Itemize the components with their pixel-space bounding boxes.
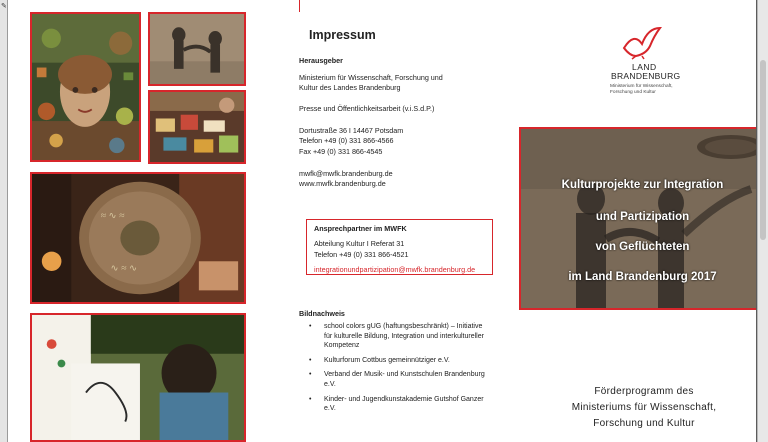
contact-box bbox=[306, 219, 493, 275]
logo-subtitle: Ministerium für Wissenschaft, Forschung und Kultur bbox=[610, 84, 673, 95]
credits-list bbox=[308, 322, 492, 419]
list-item: • Kulturforum Cottbus gemeinnütziger e.V. bbox=[308, 356, 492, 366]
contact-heading: Ansprechpartner im MWFK bbox=[314, 224, 407, 233]
logo-line1: LAND bbox=[632, 62, 657, 72]
scrollbar-thumb[interactable] bbox=[760, 60, 766, 240]
email-line[interactable]: mwfk@mwfk.brandenburg.de bbox=[299, 169, 393, 178]
left-toolbar bbox=[0, 0, 8, 442]
svg-text:≈ ∿ ≈: ≈ ∿ ≈ bbox=[100, 210, 125, 222]
list-item: • school colors gUG (haftungsbeschränkt) – Initiative für kulturelle Bildung, Integration und interkultureller Kompetenz bbox=[308, 322, 492, 351]
cover-title-line3: von Geflüchteten bbox=[595, 241, 690, 253]
cover-photo bbox=[519, 127, 756, 310]
red-top-marker bbox=[299, 0, 300, 12]
list-item: • Kinder- und Jugendkunstakademie Gutshof Ganzer e.V. bbox=[308, 395, 492, 414]
photo-crafts-table bbox=[148, 90, 246, 164]
ministry-line2: Kultur des Landes Brandenburg bbox=[299, 83, 401, 92]
ministry-line1: Ministerium für Wissenschaft, Forschung und bbox=[299, 73, 443, 82]
cover-title-line2: und Partizipation bbox=[595, 211, 690, 223]
contact-email-link[interactable]: integrationundpartizipation@mwfk.brandenburg.de bbox=[314, 265, 476, 274]
footer-line3: Forschung und Kultur bbox=[593, 418, 695, 429]
cover-title-line1: Kulturprojekte zur Integration bbox=[561, 179, 724, 191]
brandenburg-logo bbox=[608, 26, 688, 106]
svg-text:∿ ≈ ∿: ∿ ≈ ∿ bbox=[110, 263, 138, 274]
page-title: Impressum bbox=[309, 28, 376, 42]
press-line: Presse und Öffentlichkeitsarbeit (v.i.S.d.P.) bbox=[299, 104, 435, 113]
footer-line1: Förderprogramm des bbox=[594, 386, 694, 397]
photo-wood-disk bbox=[30, 172, 246, 304]
vertical-scrollbar[interactable] bbox=[757, 0, 768, 442]
list-item: • Verband der Musik- und Kunstschulen Brandenburg e.V. bbox=[308, 370, 492, 389]
document-page bbox=[8, 0, 756, 442]
eagle-icon bbox=[620, 26, 664, 60]
photo-mosaic-face bbox=[30, 12, 141, 162]
logo-line2: BRANDENBURG bbox=[611, 71, 681, 81]
phone-line: Telefon +49 (0) 331 866-4566 bbox=[299, 136, 394, 145]
photo-shadows bbox=[148, 12, 246, 86]
footer-line2: Ministeriums für Wissenschaft, bbox=[571, 402, 717, 413]
herausgeber-heading: Herausgeber bbox=[299, 56, 343, 65]
address-line: Dortustraße 36 I 14467 Potsdam bbox=[299, 126, 404, 135]
web-line[interactable]: www.mwfk.brandenburg.de bbox=[299, 179, 386, 188]
contact-phone: Telefon +49 (0) 331 866-4521 bbox=[314, 250, 409, 259]
cover-title-line4: im Land Brandenburg 2017 bbox=[568, 271, 717, 283]
fax-line: Fax +49 (0) 331 866-4545 bbox=[299, 147, 383, 156]
photo-painting bbox=[30, 313, 246, 442]
credits-heading: Bildnachweis bbox=[299, 309, 345, 318]
contact-dept: Abteilung Kultur I Referat 31 bbox=[314, 239, 405, 248]
pencil-icon[interactable]: ✎ bbox=[1, 3, 7, 10]
